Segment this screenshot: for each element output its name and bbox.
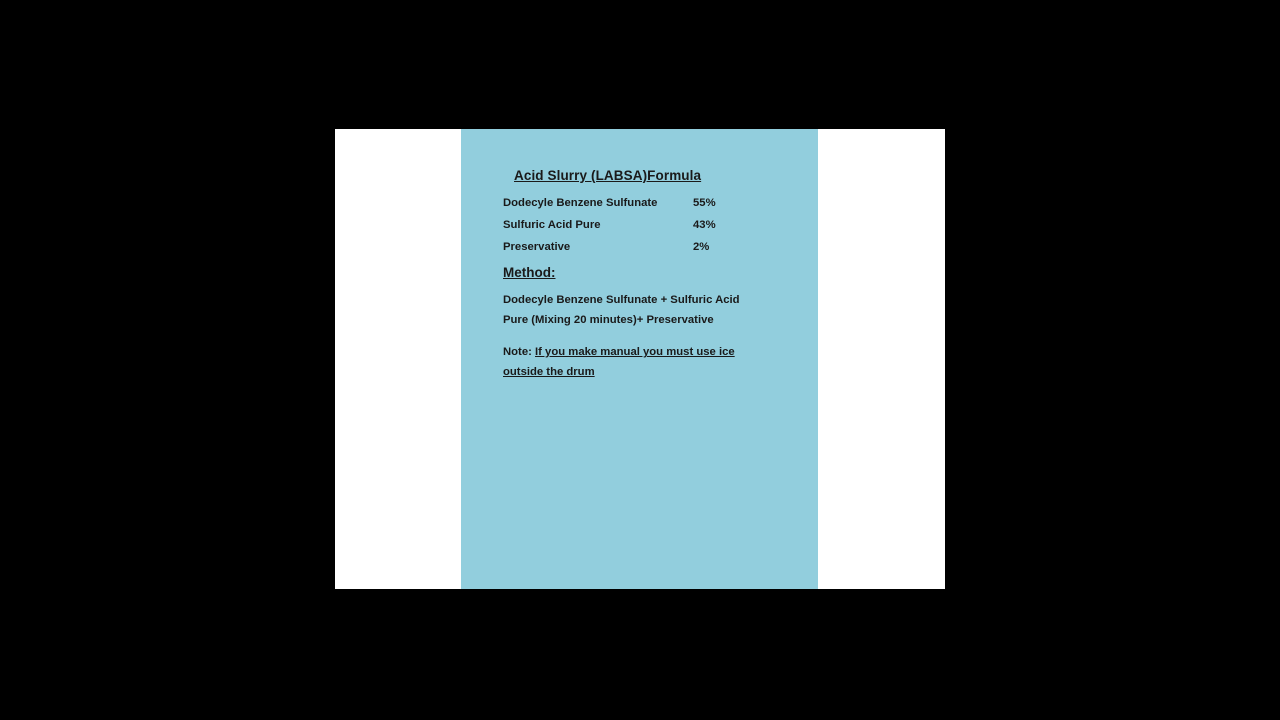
ingredient-name: Preservative bbox=[503, 241, 571, 253]
ingredient-row bbox=[503, 219, 803, 231]
ingredient-row bbox=[503, 197, 803, 209]
slide-content bbox=[503, 168, 803, 382]
ingredient-name: Sulfuric Acid Pure bbox=[503, 219, 601, 231]
ingredient-row bbox=[503, 241, 803, 253]
ingredient-percent: 55% bbox=[693, 197, 716, 209]
ingredient-percent: 2% bbox=[693, 241, 710, 253]
method-text: Dodecyle Benzene Sulfunate + Sulfuric Acid Pure (Mixing 20 minutes)+ Preservative bbox=[503, 294, 740, 327]
page-title: Acid Slurry (LABSA)Formula bbox=[514, 168, 702, 183]
ingredient-percent: 43% bbox=[693, 219, 716, 231]
ingredient-name: Dodecyle Benzene Sulfunate bbox=[503, 197, 658, 209]
note-label: Note: bbox=[503, 346, 536, 359]
method-heading: Method: bbox=[503, 265, 556, 280]
note-block bbox=[503, 342, 761, 382]
note-text: If you make manual you must use ice outside the drum bbox=[503, 346, 735, 379]
